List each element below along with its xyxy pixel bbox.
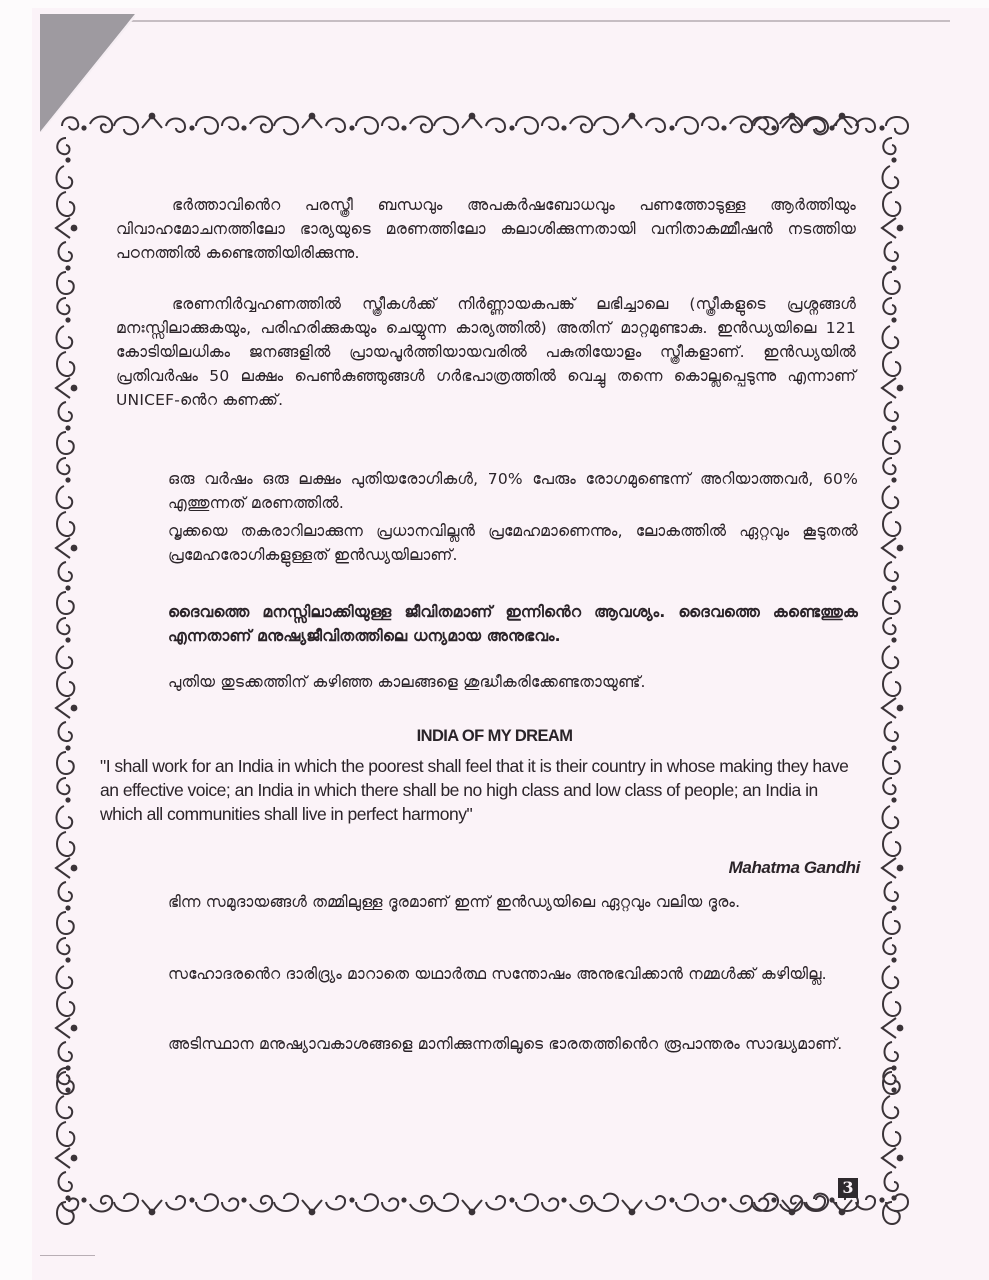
paragraph-understanding-god: ദൈവത്തെ മനസ്സിലാക്കിയുള്ള ജീവിതമാണ് ഇന്നിൻെറ ആവശ്യം. ദൈവത്തെ കണ്ടെത്തുക എന്നതാണ് മനുഷ്യജീവിതത്തിലെ ധന്യമായ അനുഭവം. xyxy=(168,603,858,645)
paragraph-diabetes: വൃക്കയെ തകരാറിലാക്കുന്ന പ്രധാനവില്ലൻ പ്രമേഹമാണെന്നും, ലോകത്തിൽ ഏറ്റവും കൂടുതൽ പ്രമേഹരോഗികളുള്ളത് ഇൻഡ്യയിലാണ്. xyxy=(168,522,858,564)
paragraph-communities-distance: ഭിന്ന സമുദായങ്ങൾ തമ്മിലുള്ള ദൂരമാണ് ഇന്ന് ഇൻഡ്യയിലെ ഏറ്റവും വലിയ ദൂരം. xyxy=(168,893,741,911)
quote-attribution: Mahatma Gandhi xyxy=(728,858,860,877)
gandhi-quote: "I shall work for an India in which the poorest shall feel that it is their country in whose making they have an effective voice; an India in which there shall be no high class and low class of people; an India in which all communities shall live in perfect harmony" xyxy=(100,756,849,824)
paragraph-commission-study: ഭർത്താവിൻെറ പരസ്ത്രീ ബന്ധവും അപകർഷബോധവും പണത്തോടുള്ള ആർത്തിയും വിവാഹമോചനത്തിലോ ഭാര്യയുടെ മരണത്തിലോ കലാശിക്കുന്നതായി വനിതാകമ്മീഷൻ നടത്തിയ പഠനത്തിൽ കണ്ടെത്തിയിരിക്കുന്നു. xyxy=(116,196,856,262)
page-number-badge: 3 xyxy=(838,1178,858,1198)
paragraph-women-governance: ഭരണനിർവ്വഹണത്തിൽ സ്ത്രീകൾക്ക് നിർണ്ണായകപങ്ക് ലഭിച്ചാലെ (സ്ത്രീകളുടെ പ്രശ്നങ്ങൾ മനഃസ്സിലാക്കുകയും, പരിഹരിക്കുകയും ചെയ്യുന്ന കാര്യത്തിൽ) അതിന് മാറ്റമുണ്ടാകു. ഇൻഡ്യയിലെ 121 കോടിയിലധികം ജനങ്ങളിൽ പ്രായപൂർത്തിയായവരിൽ പകുതിയോളം സ്ത്രീകളാണ്. ഇൻഡ്യയിൽ പ്രതിവർഷം 50 ലക്ഷം പെൺകുഞ്ഞുങ്ങൾ ഗർഭപാത്രത്തിൽ വെച്ചു തന്നെ കൊല്ലപ്പെടുന്നു എന്നാണ് UNICEF-ൻെറ കണക്ക്. xyxy=(116,295,856,409)
paragraph-human-rights: അടിസ്ഥാന മനുഷ്യാവകാശങ്ങളെ മാനിക്കുന്നതിലൂടെ ഭാരതത്തിൻെറ രൂപാന്തരം സാദ്ധ്യമാണ്. xyxy=(168,1035,843,1053)
paragraph-brother-poverty: സഹോദരൻെറ ദാരിദ്ര്യം മാറാതെ യഥാർത്ഥ സന്തോഷം അനുഭവിക്കാൻ നമ്മൾക്ക് കഴിയില്ല. xyxy=(168,965,827,983)
paragraph-new-patients: ഒരു വർഷം ഒരു ലക്ഷം പുതിയരോഗികൾ, 70% പേരും രോഗമുണ്ടെന്ന് അറിയാത്തവർ, 60% എത്തുന്നത് മരണത്തിൽ. xyxy=(168,470,858,512)
section-heading: INDIA OF MY DREAM xyxy=(416,727,573,745)
paragraph-new-beginning: പുതിയ തുടക്കത്തിന് കഴിഞ്ഞ കാലങ്ങളെ ശുദ്ധീകരിക്കേണ്ടതായുണ്ട്. xyxy=(168,673,646,691)
